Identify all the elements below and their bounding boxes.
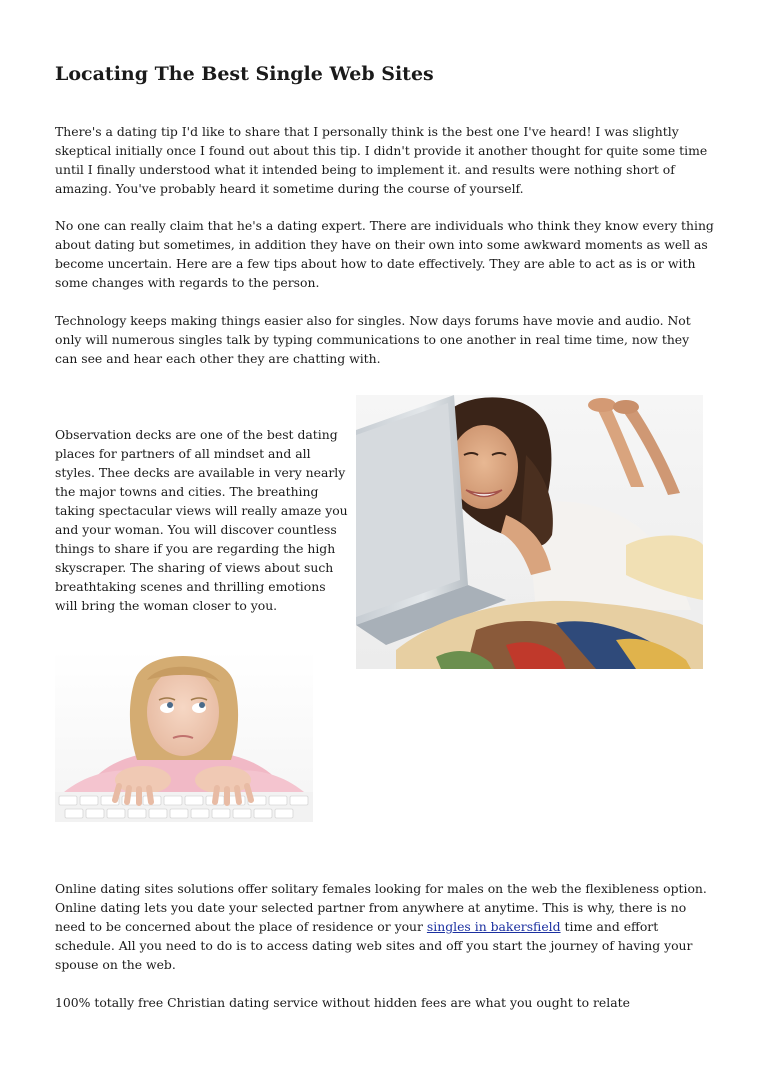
paragraph-christian-dating: 100% totally free Christian dating service without hidden fees are what you ought to relate <box>55 995 630 1010</box>
paragraph-observation-decks: Observation decks are one of the best dating places for partners of all mindset and all styles. Thee decks are available in very nearly the major towns and cities. The breathing taking spectacular views will really amaze you and your woman. You will discover countless things to share if you are regarding the high skyscraper. The sharing of views about such breathtaking scenes and thrilling emotions will bring the woman closer to you. <box>55 427 348 613</box>
online-dating-text-before-link: Online dating sites solutions offer solitary females looking for males on the web the flexibleness option. Online dating lets you date your selected partner from anywhere at anytime. This is why, there is no need to be concerned about the place of residence or your <box>55 881 707 934</box>
woman-typing-photo <box>55 650 313 822</box>
woman-with-laptop-photo <box>356 395 703 669</box>
paragraph-technology: Technology keeps making things easier also for singles. Now days forums have movie and audio. Not only will numerous singles talk by typing communications to one another in real time time, now they can see and hear each other they are chatting with. <box>55 313 691 366</box>
online-dating-text-after-link: time and effort schedule. All you need to do is to access dating web sites and off you start the journey of having your spouse on the web. <box>55 919 693 972</box>
paragraph-dating-expert: No one can really claim that he's a dating expert. There are individuals who think they know every thing about dating but sometimes, in addition they have on their own into some awkward moments as well as become uncertain. Here are a few tips about how to date effectively. They are able to act as is or with some changes with regards to the person. <box>55 218 714 290</box>
singles-in-bakersfield-link[interactable]: singles in bakersfield <box>426 919 561 934</box>
page-title: Locating The Best Single Web Sites <box>55 63 434 85</box>
paragraph-online-dating <box>55 879 715 974</box>
paragraph-intro: There's a dating tip I'd like to share that I personally think is the best one I've heard! I was slightly skeptical initially once I found out about this tip. I didn't provide it another thought for quite some time until I finally understood what it intended being to implement it. and results were nothing short of amazing. You've probably heard it sometime during the course of yourself. <box>55 124 708 196</box>
